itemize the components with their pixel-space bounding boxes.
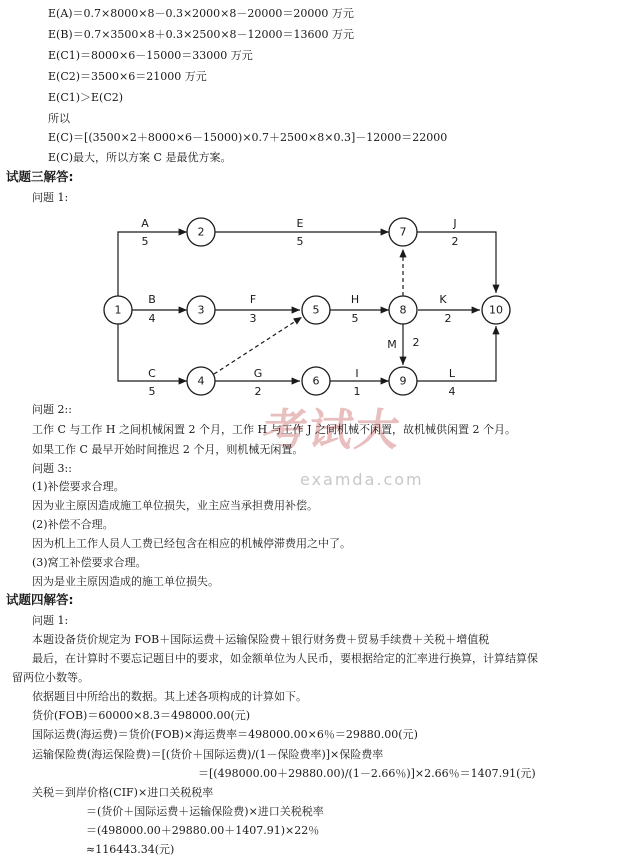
activity-label: G [253,367,263,380]
activity-label: E [296,217,304,230]
activity-duration: 5 [296,235,304,248]
node-label: 8 [399,303,407,317]
answer-line: 依据题目中所给出的数据。其上述各项构成的计算如下。 [32,690,307,703]
activity-label: B [148,293,156,306]
answer-line: (2)补偿不合理。 [32,518,114,531]
calc-line: E(B)＝0.7×3500×8＋0.3×2500×8－12000＝13600 万元 [48,28,355,41]
conclusion-line: E(C)最大，所以方案 C 是最优方案。 [48,151,232,164]
activity-duration: 5 [148,385,156,398]
node-label: 5 [312,303,320,317]
question-label: 问题 1: [32,191,69,204]
activity-duration: 2 [254,385,262,398]
question-label: 问题 2:: [32,403,72,416]
node-label: 9 [399,374,407,388]
answer-line: 货价(FOB)＝60000×8.3＝498000.00(元) [32,709,251,722]
node-label: 2 [197,225,205,239]
watermark-url: examda.com [300,470,424,489]
activity-duration: 3 [249,312,257,325]
activity-label: K [439,293,447,306]
answer-line: 关税＝到岸价格(CIF)×进口关税税率 [32,786,214,799]
answer-line: ＝(498000.00＋29880.00＋1407.91)×22％ [86,824,320,837]
activity-label: M [387,338,397,351]
activity-label: A [141,217,149,230]
calc-line: E(C1)＞E(C2) [48,91,124,104]
activity-duration: 2 [412,336,420,349]
answer-line: 因为是业主原因造成的施工单位损失。 [32,575,219,588]
activity-duration: 2 [451,235,459,248]
answer-line: ＝(货价＋国际运费＋运输保险费)×进口关税税率 [86,805,324,818]
calc-line: 所以 [48,112,70,125]
activity-duration: 1 [353,385,361,398]
activity-label: H [350,293,360,306]
answer-line: (1)补偿要求合理。 [32,480,125,493]
activity-label: L [448,367,456,380]
activity-label: I [355,367,359,380]
dummy-arrow-4-5 [214,317,302,374]
answer-line: 因为业主原因造成施工单位损失，业主应当承担费用补偿。 [32,499,318,512]
node-label: 1 [114,303,122,317]
network-diagram [0,0,629,400]
answer-line: 因为机上工作人员人工费已经包含在相应的机械停滞费用之中了。 [32,537,351,550]
watermark-logo: 考试大 [259,405,405,456]
activity-duration: 5 [141,235,149,248]
question-label: 问题 1: [32,614,69,627]
arrow-A [118,232,187,296]
answer-line: ≈116443.34(元) [86,843,175,856]
answer-line: ＝[(498000.00＋29880.00)/(1－2.66％)]×2.66％＝1407.91(元) [198,767,536,780]
answer-line: (3)窝工补偿要求合理。 [32,556,147,569]
activity-label: J [453,217,457,230]
node-label: 4 [197,374,205,388]
answer-line: 工作 C 与工作 H 之间机械闲置 2 个月，工作 H 与工作 J 之间机械不闲置，故机械供闲置 2 个月。 [32,423,516,436]
calc-line: E(C2)＝3500×6＝21000 万元 [48,70,207,83]
answer-line: 最后，在计算时不要忘记题目中的要求，如金额单位为人民币，要根据给定的汇率进行换算，计算结算保 [32,652,538,665]
answer-line: 留两位小数等。 [12,671,89,684]
activity-duration: 2 [444,312,452,325]
calc-line: E(C1)＝8000×6－15000＝33000 万元 [48,49,253,62]
activity-label: C [148,367,156,380]
section-heading: 试题三解答: [6,169,74,184]
calc-line: E(A)＝0.7×8000×8－0.3×2000×8－20000＝20000 万元 [48,7,354,20]
arrow-L [417,326,496,381]
activity-label: F [249,293,257,306]
activity-duration: 4 [448,385,456,398]
calc-line: E(C)＝[(3500×2＋8000×6－15000)×0.7＋2500×8×0.3]－12000＝22000 [48,131,448,144]
activity-duration: 5 [351,312,359,325]
answer-line: 本题设备货价规定为 FOB＋国际运费＋运输保险费＋银行财务费＋贸易手续费＋关税＋增值税 [32,633,490,646]
node-label: 7 [399,225,407,239]
activity-duration: 4 [148,312,156,325]
node-label: 3 [197,303,205,317]
answer-line: 如果工作 C 最早开始时间推迟 2 个月，则机械无闲置。 [32,443,304,456]
answer-line: 运输保险费(海运保险费)＝[(货价＋国际运费)/(1－保险费率)]×保险费率 [32,748,384,761]
question-label: 问题 3:: [32,462,72,475]
node-label: 6 [312,374,320,388]
answer-line: 国际运费(海运费)＝货价(FOB)×海运费率＝498000.00×6％＝29880.00(元) [32,728,418,741]
node-label: 10 [489,303,503,317]
section-heading: 试题四解答: [6,592,74,607]
